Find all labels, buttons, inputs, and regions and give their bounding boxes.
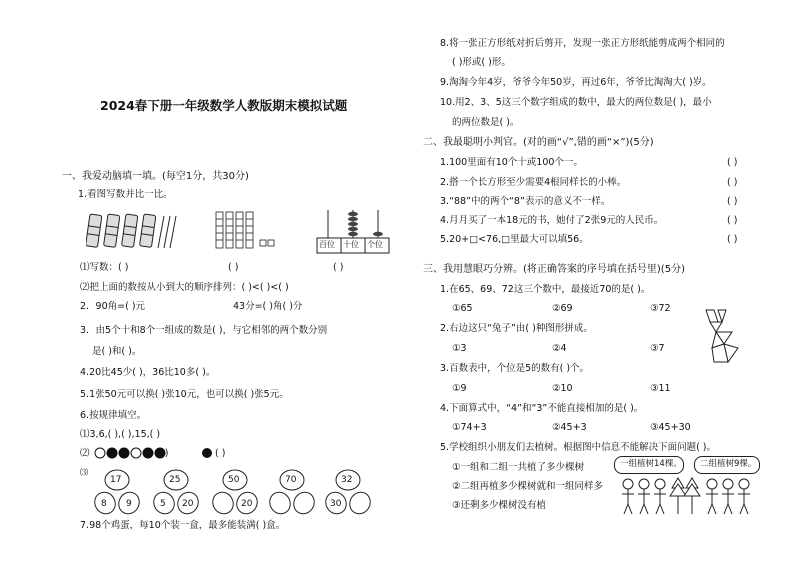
section-1-heading: 一、我爱动脑填一填。(每空1分，共30分) xyxy=(62,171,249,182)
judge-4: 4.月月买了一本18元的书，她付了2张9元的人民币。 xyxy=(440,215,664,226)
judge-3-answer: ( ) xyxy=(727,196,738,207)
question-8-line2: ( )形或( )形。 xyxy=(452,57,511,68)
fan-left-number: 5 xyxy=(160,499,166,509)
choice-4-opt-c: ③45+30 xyxy=(650,422,691,433)
abacus-label-tens: 十位 xyxy=(343,240,359,249)
fan-2 xyxy=(153,468,199,516)
choice-2-opt-c: ③7 xyxy=(650,343,665,354)
choice-5-opt-a: ①一组和二组一共植了多少棵树 xyxy=(452,462,585,473)
fan-top-number: 25 xyxy=(169,475,181,485)
choice-4-opt-a: ①74+3 xyxy=(452,422,487,433)
q1-write: ⑴写数：( ) xyxy=(80,262,129,273)
q1-order: ⑵把上面的数按从小到大的顺序排列：( )<( )<( ) xyxy=(80,282,289,293)
judge-2-answer: ( ) xyxy=(727,177,738,188)
choice-3-opt-c: ③11 xyxy=(650,383,671,394)
question-8-line1: 8.将一张正方形纸对折后剪开，发现一张正方形纸能剪成两个相同的 xyxy=(440,38,725,49)
question-10-line2: 的两位数是( )。 xyxy=(452,117,520,128)
question-3-line1: 3．由5个十和8个一组成的数是( )，与它相邻的两个数分别 xyxy=(80,325,328,336)
fan-5 xyxy=(325,468,371,516)
choice-4-opt-b: ②45+3 xyxy=(552,422,587,433)
choice-3-opt-a: ①9 xyxy=(452,383,467,394)
judge-5-answer: ( ) xyxy=(727,234,738,245)
question-9: 9.淘淘今年4岁，爷爷今年50岁，再过6年，爷爷比淘淘大( )岁。 xyxy=(440,77,712,88)
q6-2-blank-2: ( ) xyxy=(215,448,226,459)
choice-5: 5.学校组织小朋友们去植树。根据图中信息不能解决下面问题( )。 xyxy=(440,442,716,453)
choice-5-opt-b: ②二组再植多少棵树就和一组同样多 xyxy=(452,481,604,492)
choice-3-opt-b: ②10 xyxy=(552,383,573,394)
judge-2: 2.搭一个长方形至少需要4根同样长的小棒。 xyxy=(440,177,627,188)
question-3-line2: 是( )和( )。 xyxy=(92,346,142,357)
judge-3: 3.“88”中的两个“8”表示的意义不一样。 xyxy=(440,196,611,207)
fan-right-number: 9 xyxy=(126,499,132,509)
question-6-1: ⑴3,6,( ),( ),15,( ) xyxy=(80,429,161,440)
choice-2-opt-a: ①3 xyxy=(452,343,467,354)
fan-top-number: 32 xyxy=(341,475,353,485)
choice-2-opt-b: ②4 xyxy=(552,343,567,354)
fan-3 xyxy=(212,468,258,516)
black-circle xyxy=(200,446,214,460)
question-1: 1.看图写数并比一比。 xyxy=(78,189,173,200)
q6-2-blank-1: ( ) xyxy=(158,448,169,459)
section-2-heading: 二、我最聪明小判官。(对的画“√”,错的画“×”)(5分) xyxy=(423,137,654,148)
choice-3: 3.百数表中，个位是5的数有( )个。 xyxy=(440,363,590,374)
question-6-3-label: ⑶ xyxy=(80,468,88,477)
fan-right-number: 20 xyxy=(182,499,194,509)
speech-bubble-1-text: 一组植树14棵。 xyxy=(620,459,682,469)
fan-left-number: 8 xyxy=(101,499,107,509)
question-2: 2．90角=( )元 xyxy=(80,301,146,312)
fan-top-number: 50 xyxy=(228,475,240,485)
choice-1-opt-c: ③72 xyxy=(650,303,671,314)
choice-1: 1.在65、69、72这三个数中，最接近70的是( )。 xyxy=(440,284,651,295)
judge-1-answer: ( ) xyxy=(727,157,738,168)
tangram-rabbit-image xyxy=(702,308,742,364)
question-6: 6.按规律填空。 xyxy=(80,410,147,421)
q1-write-blank-3: ( ) xyxy=(333,262,344,273)
question-4: 4.20比45少( )，36比10多( )。 xyxy=(80,367,216,378)
stick-bundles-image xyxy=(86,210,186,250)
choice-1-opt-b: ②69 xyxy=(552,303,573,314)
fan-top-number: 17 xyxy=(110,475,122,485)
page-title: 2024春下册一年级数学人教版期末模拟试题 xyxy=(100,98,348,113)
question-2b: 43分=( )角( )分 xyxy=(233,301,303,312)
choice-1-opt-a: ①65 xyxy=(452,303,473,314)
abacus-label-hundreds: 百位 xyxy=(319,240,335,249)
abacus-label-ones: 个位 xyxy=(367,240,383,249)
judge-4-answer: ( ) xyxy=(727,215,738,226)
fan-right-number: 20 xyxy=(241,499,253,509)
choice-5-opt-c: ③还剩多少棵树没有植 xyxy=(452,500,547,511)
fan-4 xyxy=(269,468,315,516)
fan-top-number: 70 xyxy=(285,475,297,485)
shape-pattern xyxy=(93,446,189,460)
question-7: 7.98个鸡蛋，每10个装一盒，最多能装满( )盒。 xyxy=(80,520,286,531)
question-5: 5.1张50元可以换( )张10元，也可以换( )张5元。 xyxy=(80,389,289,400)
choice-2: 2.右边这只“兔子”由( )种图形拼成。 xyxy=(440,323,593,334)
fan-1 xyxy=(94,468,140,516)
choice-4: 4.下面算式中，“4”和“3”不能直接相加的是( )。 xyxy=(440,403,644,414)
question-6-2-label: ⑵ xyxy=(80,448,90,459)
children-planting-trees-image xyxy=(618,474,758,516)
judge-5: 5.20+□<76,□里最大可以填56。 xyxy=(440,234,589,245)
question-10-line1: 10.用2、3、5这三个数字组成的数中，最大的两位数是( )，最小 xyxy=(440,97,712,108)
fan-left-number: 30 xyxy=(330,499,342,509)
judge-1: 1.100里面有10个十或100个一。 xyxy=(440,157,583,168)
q1-write-blank-2: ( ) xyxy=(228,262,239,273)
section-3-heading: 三、我用慧眼巧分辨。(将正确答案的序号填在括号里)(5分) xyxy=(423,264,685,275)
cube-rods-image xyxy=(214,210,294,250)
speech-bubble-2-text: 二组植树9棵。 xyxy=(700,459,757,469)
